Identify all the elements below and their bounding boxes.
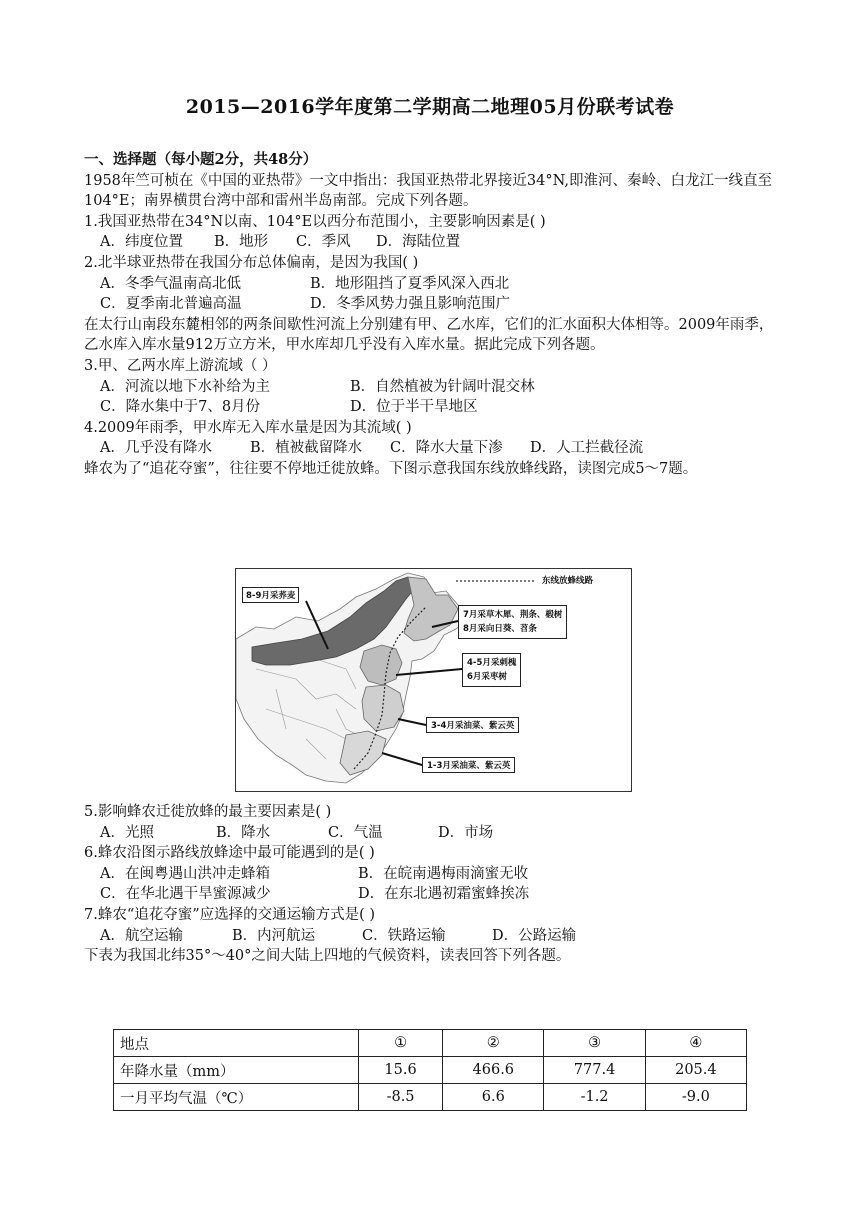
option-d: D．冬季风势力强且影响范围广: [310, 296, 511, 313]
option-c: C．夏季南北普遍高温: [100, 296, 242, 313]
table-header-cell: ③: [544, 1030, 645, 1057]
exam-title: 2015—2016学年度第二学期高二地理05月份联考试卷: [185, 96, 675, 118]
option-b: B．在皖南遇梅雨滴蜜无收: [358, 865, 529, 882]
climate-table: [113, 1029, 747, 1111]
label-buckwheat: [242, 587, 299, 603]
option-d: D．人工拦截径流: [530, 440, 644, 457]
option-b: B．自然植被为针阔叶混交林: [350, 378, 535, 395]
table-cell: -1.2: [544, 1084, 645, 1111]
question-3-options-row2: [84, 397, 784, 418]
southeast-region: [340, 731, 386, 775]
option-a: A．在闽粤遇山洪冲走蜂箱: [100, 865, 270, 882]
option-a: A．几乎没有降水: [100, 440, 212, 457]
table-cell: 15.6: [359, 1057, 443, 1084]
table-header-row: [114, 1030, 747, 1057]
option-c: C．降水大量下渗: [390, 440, 503, 457]
question-3-stem: 3.甲、乙两水库上游流域（ ）: [84, 357, 277, 374]
option-d: D．公路运输: [492, 927, 577, 944]
question-3-options-row1: [84, 377, 784, 398]
option-a: A．航空运输: [100, 927, 183, 944]
beekeeping-route-map: [235, 568, 632, 792]
question-6-options-row2: [84, 884, 784, 905]
question-1-options: [84, 232, 784, 253]
intro-reservoirs: 在太行山南段东麓相邻的两条间歇性河流上分别建有甲、乙水库，它们的汇水面积大体相等。2009年雨季，乙水库入库水量912万立方米，甲水库却几乎没有入库水量。据此完成下列各题。: [84, 316, 774, 354]
question-4-options: [84, 438, 784, 459]
option-d: D．位于半干旱地区: [350, 399, 478, 416]
question-2-options-row2: [84, 294, 784, 315]
table-cell: 777.4: [544, 1057, 645, 1084]
table-row: [114, 1057, 747, 1084]
option-d: D．在东北遇初霜蜜蜂挨冻: [358, 886, 530, 903]
option-c: C．铁路运输: [362, 927, 446, 944]
table-header-cell: ④: [645, 1030, 746, 1057]
question-2-stem: 2.北半球亚热带在我国分布总体偏南，是因为我国( ): [84, 254, 419, 271]
label-text: 7月采草木犀、荆条、椴树: [463, 610, 563, 620]
arrow-4: [398, 719, 426, 725]
label-text: 8月采向日葵、苕条: [463, 624, 537, 634]
option-c: C．气温: [328, 824, 383, 841]
label-july-august: [458, 605, 567, 639]
map-legend: 东线放蜂线路: [542, 576, 594, 586]
question-1-stem: 1.我国亚热带在34°N以南、104°E以西分布范围小，主要影响因素是( ): [84, 213, 546, 230]
label-text: 8-9月采荞麦: [246, 591, 296, 601]
option-a: A．河流以地下水补给为主: [100, 378, 270, 395]
questions-part-2: [84, 802, 784, 967]
option-a: A．光照: [100, 824, 154, 841]
table-cell: 一月平均气温（℃）: [114, 1084, 359, 1111]
table-cell: -9.0: [645, 1084, 746, 1111]
option-a: A．冬季气温南高北低: [100, 275, 241, 292]
option-b: B．植被截留降水: [250, 440, 363, 457]
label-text: 3-4月采油菜、紫云英: [431, 721, 515, 731]
option-c: C．降水集中于7、8月份: [100, 399, 261, 416]
question-5-options: [84, 823, 784, 844]
table-cell: 205.4: [645, 1057, 746, 1084]
intro-subtropics: 1958年竺可桢在《中国的亚热带》一文中指出：我国亚热带北界接近34°N,即淮河、秦岭、白龙江一线直至104°E；南界横贯台湾中部和雷州半岛南部。完成下列各题。: [84, 172, 772, 210]
label-april-june: [462, 653, 521, 687]
option-b: B．内河航运: [232, 927, 316, 944]
arrow-5: [382, 753, 422, 765]
table-header-cell: ①: [359, 1030, 443, 1057]
label-text: 6月采枣树: [467, 672, 507, 682]
option-a: A．纬度位置: [100, 234, 183, 251]
table-header-cell: ②: [443, 1030, 544, 1057]
table-cell: -8.5: [359, 1084, 443, 1111]
question-5-stem: 5.影响蜂农迁徙放蜂的最主要因素是( ): [84, 804, 332, 820]
question-4-stem: 4.2009年雨季，甲水库无入库水量是因为其流域( ): [84, 419, 412, 436]
option-d: D．市场: [438, 824, 494, 841]
question-7-options: [84, 926, 784, 947]
questions-part-1: [84, 150, 784, 480]
table-cell: 466.6: [443, 1057, 544, 1084]
option-d: D．海陆位置: [376, 234, 461, 251]
label-text: 4-5月采刺槐: [467, 658, 517, 668]
section-heading: 一、选择题（每小题2分，共48分）: [84, 151, 318, 168]
label-january-march: [422, 757, 515, 773]
label-march-april: [426, 717, 519, 733]
question-6-stem: 6.蜂农沿图示路线放蜂途中最可能遇到的是( ): [84, 845, 375, 862]
intro-climate-table: 下表为我国北纬35°～40°之间大陆上四地的气候资料，读表回答下列各题。: [84, 948, 571, 965]
table-row: [114, 1084, 747, 1111]
table-cell: 年降水量（mm）: [114, 1057, 359, 1084]
option-c: C．在华北遇干旱蜜源减少: [100, 886, 271, 903]
label-text: 1-3月采油菜、紫云英: [427, 761, 511, 771]
option-c: C．季风: [296, 234, 351, 251]
question-7-stem: 7.蜂农“追花夺蜜”应选择的交通运输方式是( ): [84, 906, 376, 923]
option-b: B．地形: [214, 234, 269, 251]
table-header-cell: 地点: [114, 1030, 359, 1057]
table-cell: 6.6: [443, 1084, 544, 1111]
option-b: B．降水: [216, 824, 271, 841]
intro-beekeepers: 蜂农为了“追花夺蜜”，往往要不停地迁徙放蜂。下图示意我国东线放蜂线路，读图完成5～7题。: [84, 460, 698, 477]
question-2-options-row1: [84, 274, 784, 295]
question-6-options-row1: [84, 864, 784, 885]
option-b: B．地形阻挡了夏季风深入西北: [310, 275, 510, 292]
